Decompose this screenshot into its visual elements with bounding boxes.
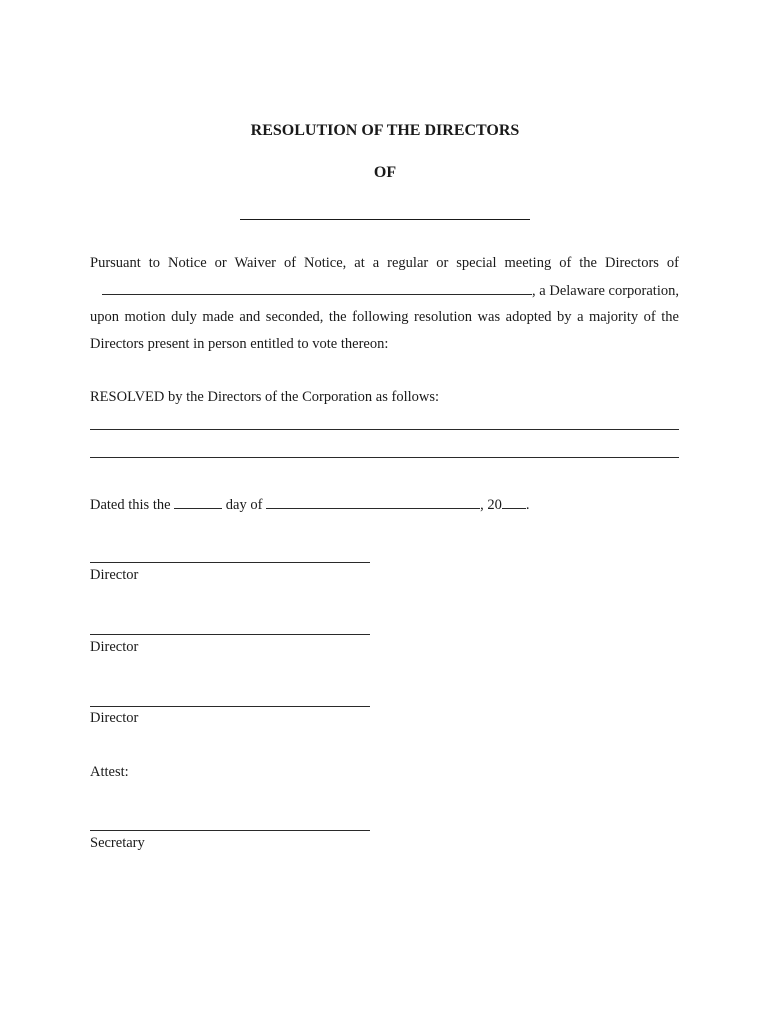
resolution-text-line-1[interactable] — [90, 429, 679, 430]
resolved-text: RESOLVED by the Directors of the Corporation as follows: — [90, 389, 440, 405]
director-signature-line-2[interactable] — [90, 634, 370, 635]
corporation-name-field[interactable] — [102, 282, 532, 295]
day-of-text: day of — [225, 497, 263, 513]
director-label-3: Director — [90, 710, 139, 726]
paragraph-line-1: Pursuant to Notice or Waiver of Notice, at a regular or special meeting of the Directors of — [90, 255, 679, 271]
attest-label: Attest: — [90, 764, 129, 780]
director-signature-line-3[interactable] — [90, 706, 370, 707]
secretary-label: Secretary — [90, 835, 145, 851]
document-subtitle-of: OF — [373, 164, 397, 181]
year-prefix: , 20 — [480, 497, 502, 513]
month-field[interactable] — [266, 496, 480, 509]
secretary-signature-line[interactable] — [90, 830, 370, 831]
paragraph-line-2 — [90, 282, 679, 300]
dated-prefix: Dated this the — [90, 497, 171, 513]
year-field[interactable] — [502, 496, 526, 509]
director-signature-line-1[interactable] — [90, 562, 370, 563]
director-label-2: Director — [90, 639, 139, 655]
paragraph-line-3: upon motion duly made and seconded, the following resolution was adopted by a majority of the — [90, 309, 679, 325]
day-field[interactable] — [174, 496, 222, 509]
delaware-corporation-text: , a Delaware corporation, — [532, 283, 679, 299]
corporation-name-blank[interactable] — [240, 219, 530, 220]
paragraph-line-4: Directors present in person entitled to vote thereon: — [90, 336, 389, 352]
director-label-1: Director — [90, 567, 139, 583]
document-title: RESOLUTION OF THE DIRECTORS — [250, 122, 520, 139]
resolution-text-line-2[interactable] — [90, 457, 679, 458]
dated-period: . — [525, 497, 530, 513]
dated-line — [90, 496, 529, 514]
